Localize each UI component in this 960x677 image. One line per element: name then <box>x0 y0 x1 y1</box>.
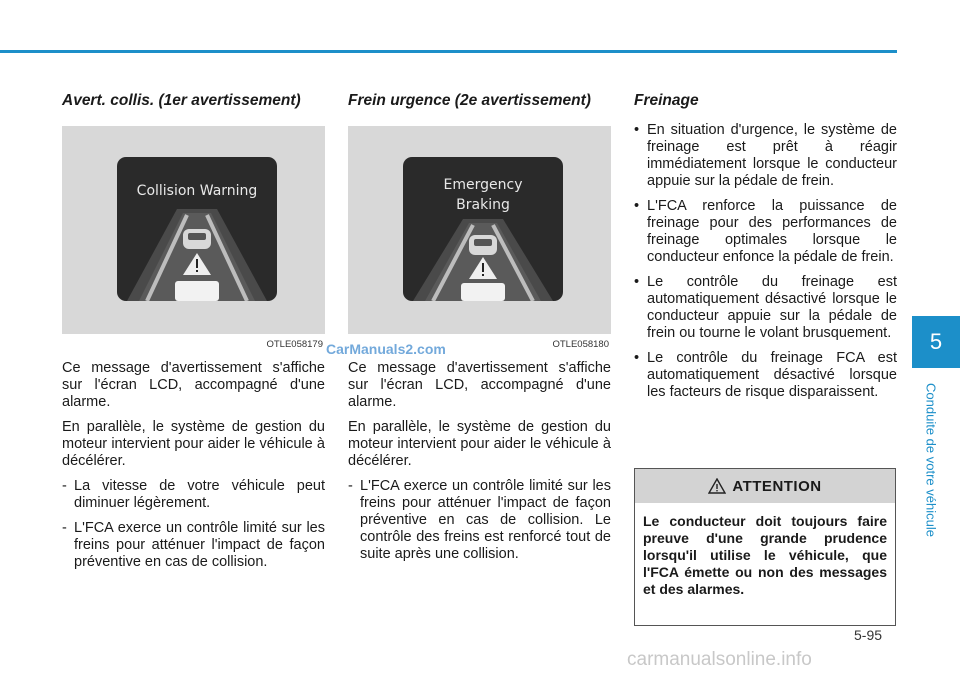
figure-emergency-braking <box>348 126 611 350</box>
figure-code: OTLE058180 <box>552 339 609 350</box>
figure-code: OTLE058179 <box>266 339 323 350</box>
paragraph: En parallèle, le système de gestion du moteur intervient pour aider le véhicule à décélérer. <box>62 419 325 469</box>
page-number: 5-95 <box>854 627 883 643</box>
road-illustration <box>117 157 277 301</box>
dash-item: - La vitesse de votre véhicule peut diminuer légèrement. <box>62 478 325 511</box>
section-heading: Freinage <box>634 92 699 109</box>
figure-collision-warning <box>62 126 325 350</box>
section-heading: Avert. collis. (1er avertissement) <box>62 92 301 109</box>
paragraph: En parallèle, le système de gestion du moteur intervient pour aider le véhicule à décélérer. <box>348 419 611 469</box>
list-item: • L'FCA renforce la puissance de freinage pour des performances de freinage optimales lorsque le conducteur enfonce la pédale de frein. <box>634 198 897 265</box>
list-item: • En situation d'urgence, le système de freinage est prêt à réagir immédiatement lorsque le conducteur appuie sur la pédale de frein. <box>634 122 897 189</box>
body-text <box>348 360 611 563</box>
attention-header <box>635 469 895 503</box>
attention-text: Le conducteur doit toujours faire preuve d'une grande prudence lorsqu'il utilise le véhicule, que l'FCA émette ou non des messages et des alarmes. <box>643 513 887 597</box>
paragraph: Ce message d'avertissement s'affiche sur l'écran LCD, accompagné d'une alarme. <box>348 360 611 410</box>
list-item: • Le contrôle du freinage est automatiquement désactivé lorsque le conducteur appuie sur la pédale de frein ou tourne le volant brusquement. <box>634 274 897 341</box>
chapter-tab: 5 <box>912 316 960 368</box>
dash-item: - L'FCA exerce un contrôle limité sur les freins pour atténuer l'impact de façon préventive en cas de collision. Le contrôle des freins est renforcé tout de suite après une collision. <box>348 478 611 562</box>
cluster-display <box>117 157 277 301</box>
attention-box <box>634 468 896 626</box>
braking-text: Braking <box>456 197 510 213</box>
chapter-label: Conduite de votre véhicule <box>923 382 939 537</box>
column-emergency-braking <box>348 92 611 571</box>
emergency-text: Emergency <box>443 177 523 193</box>
bullet-list <box>634 122 897 401</box>
cluster-display <box>403 157 563 301</box>
watermark: CarManuals2.com <box>326 341 446 357</box>
paragraph: Ce message d'avertissement s'affiche sur l'écran LCD, accompagné d'une alarme. <box>62 360 325 410</box>
collision-warning-text: Collision Warning <box>136 183 258 199</box>
list-item: • Le contrôle du freinage FCA est automatiquement désactivé lorsque les facteurs de risque disparaissent. <box>634 350 897 400</box>
column-collision-warning <box>62 92 325 579</box>
warning-triangle-icon <box>708 478 726 494</box>
dash-item: - L'FCA exerce un contrôle limité sur les freins pour atténuer l'impact de façon préventive en cas de collision. <box>62 520 325 570</box>
body-text <box>62 360 325 571</box>
top-rule <box>0 50 897 53</box>
section-heading: Frein urgence (2e avertissement) <box>348 92 591 109</box>
column-freinage <box>634 92 897 409</box>
watermark: carmanualsonline.info <box>627 649 812 670</box>
attention-title: ATTENTION <box>732 477 822 495</box>
